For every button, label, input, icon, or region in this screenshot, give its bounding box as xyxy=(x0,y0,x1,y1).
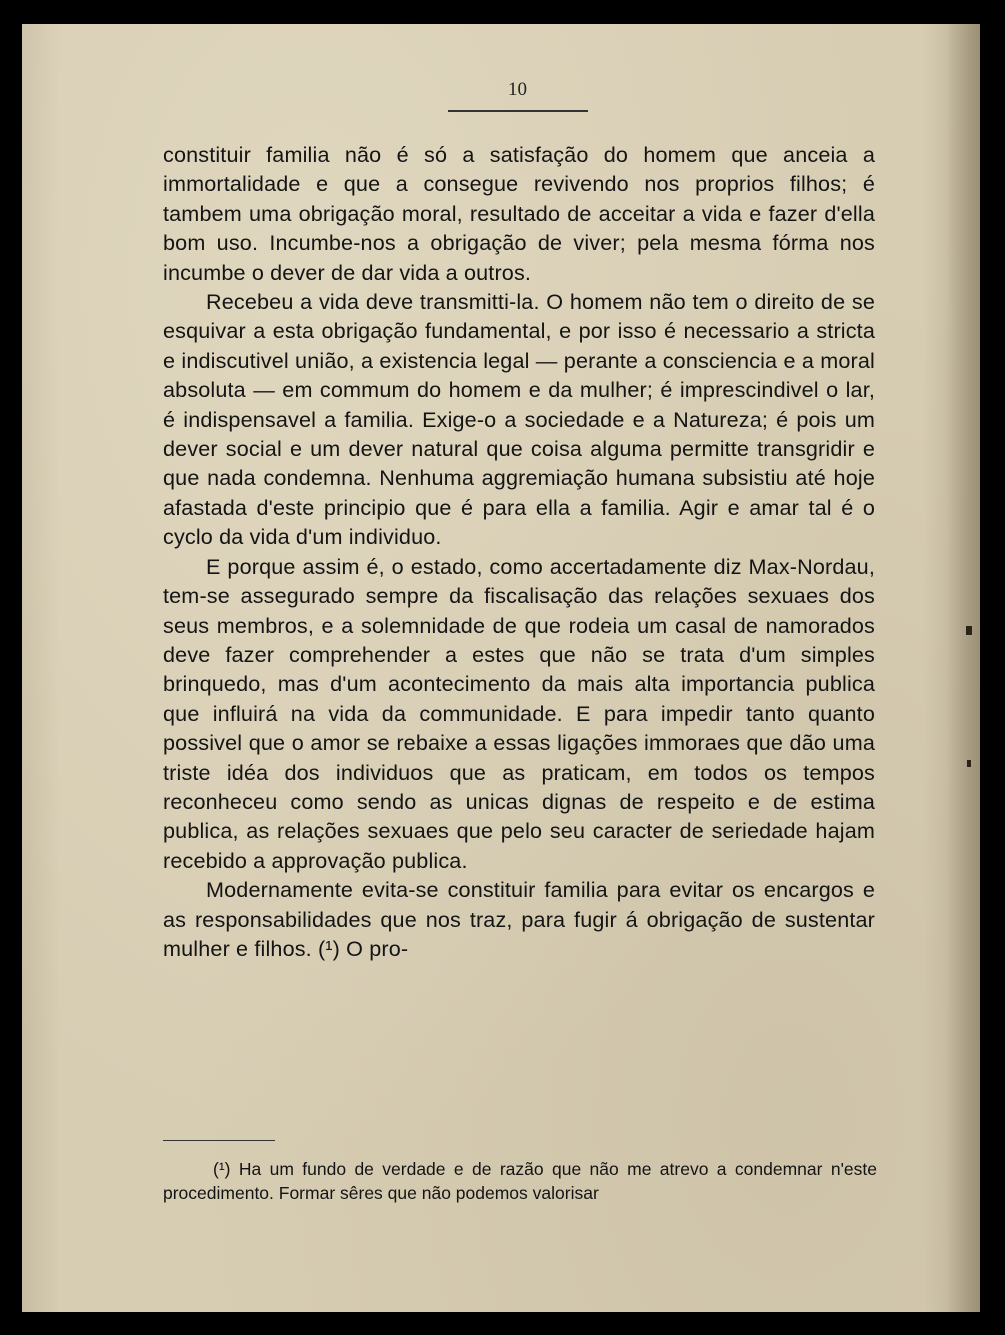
page-edge-shadow xyxy=(946,24,980,1312)
paragraph: E porque assim é, o estado, como accertadamente diz Max-Nordau, tem-se assegurado sempre da fiscalisação das relações sexuaes dos seus membros, e a solemnidade de que rodeia um casal de namorados deve fazer comprehender a estes que não se trata d'um simples brinquedo, mas d'um acontecimento da mais alta importancia publica que influirá na vida da communidade. E para impedir tanto quanto possivel que o amor se rebaixe a essas ligações immoraes que dão uma triste idéa dos individuos que as praticam, em todos os tempos reconheceu como sendo as unicas dignas de respeito e de estima publica, as relações sexuaes que pelo seu caracter de seriedade hajam recebido a approvação publica. xyxy=(163,553,875,873)
footnote: (¹) Ha um fundo de verdade e de razão que não me atrevo a condemnar n'este procedimento. Formar sêres que não podemos valorisar xyxy=(163,1159,877,1203)
page-number: 10 xyxy=(508,79,527,100)
paragraph: Recebeu a vida deve transmitti-la. O homem não tem o direito de se esquivar a esta obrigação fundamental, e por isso é necessario a stricta e indiscutivel união, a existencia legal — perante a consciencia e a moral absoluta — em commum do homem e da mulher; é imprescindivel o lar, é indispensavel a familia. Exige-o a sociedade e a Natureza; é pois um dever social e um dever natural que coisa alguma permitte transgridir e que nada condemna. Nenhuma aggremiação humana subsistiu até hoje afastada d'este principio que é para ella a familia. Agir e amar tal é o cyclo da vida d'um individuo. xyxy=(163,289,875,550)
margin-mark xyxy=(967,760,971,767)
paragraph: constituir familia não é só a satisfação do homem que anceia a immortalidade e que a consegue revivendo nos proprios filhos; é tambem uma obrigação moral, resultado de acceitar a vida e fazer d'ella bom uso. Incumbe-nos a obrigação de viver; pela mesma fórma nos incumbe o dever de dar vida a outros. xyxy=(163,142,875,285)
footnote-rule xyxy=(163,1140,275,1141)
body-text xyxy=(163,140,875,963)
margin-mark xyxy=(966,626,972,635)
paragraph: Modernamente evita-se constituir familia para evitar os encargos e as responsabilidades que nos traz, para fugir á obrigação de sustentar mulher e filhos. (¹) O pro- xyxy=(163,877,875,961)
header-rule xyxy=(448,110,588,112)
